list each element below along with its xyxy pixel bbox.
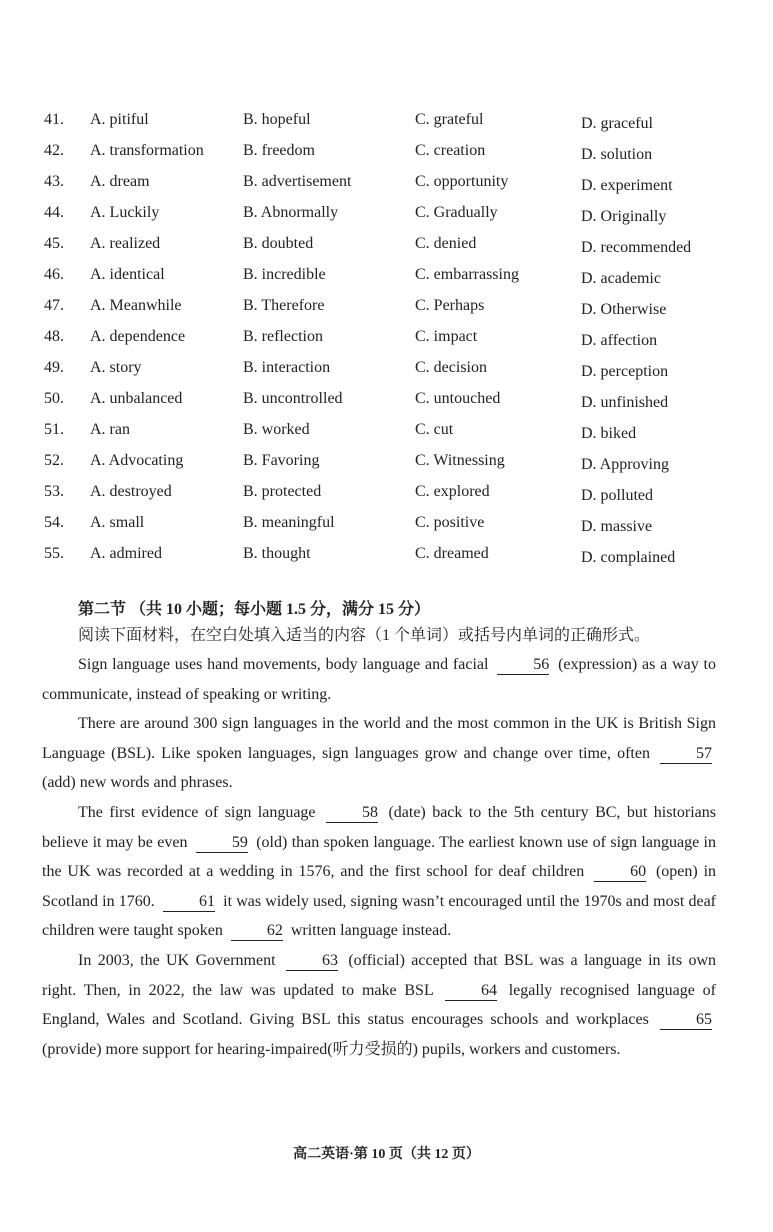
option-d: D. affection — [581, 332, 658, 349]
option-a: A. ran — [90, 421, 130, 438]
question-number: 47. — [44, 297, 64, 314]
option-a: A. story — [90, 359, 142, 376]
question-number: 42. — [44, 142, 64, 159]
option-d: D. polluted — [581, 487, 653, 504]
question-number: 51. — [44, 421, 64, 438]
option-a: A. small — [90, 514, 145, 531]
passage-paragraph-3 — [42, 798, 716, 946]
option-b: B. uncontrolled — [243, 390, 343, 407]
question-number: 43. — [44, 173, 64, 190]
option-b: B. protected — [243, 483, 322, 500]
option-a: A. dream — [90, 173, 150, 190]
question-number: 46. — [44, 266, 64, 283]
option-c: C. embarrassing — [415, 266, 519, 283]
option-c: C. positive — [415, 514, 485, 531]
passage-text: (old) than spoken language. The earliest known use of sign language in the UK was recorded at a wedding in 1576, and the first school for deaf children — [42, 833, 716, 881]
blank-56: 56 — [497, 656, 549, 675]
option-row-44 — [44, 201, 734, 232]
blank-62: 62 — [231, 922, 283, 941]
option-b: B. thought — [243, 545, 311, 562]
blank-59: 59 — [196, 834, 248, 853]
option-c: C. untouched — [415, 390, 501, 407]
option-row-50 — [44, 387, 734, 418]
option-d: D. graceful — [581, 115, 653, 132]
option-row-42 — [44, 139, 734, 170]
option-d: D. unfinished — [581, 394, 669, 411]
option-a: A. identical — [90, 266, 165, 283]
page-footer: 高二英语·第 10 页（共 12 页） — [293, 1147, 480, 1162]
option-a: A. Advocating — [90, 452, 184, 469]
option-row-43 — [44, 170, 734, 201]
option-c: C. impact — [415, 328, 478, 345]
option-d: D. biked — [581, 425, 637, 442]
passage-text: (add) new words and phrases. — [42, 774, 233, 792]
passage-text: (expression) as a way to communicate, instead of speaking or writing. — [42, 656, 716, 703]
passage-text: legally recognised language of England, Wales and Scotland. Giving BSL this status encourages schools and workplaces — [42, 981, 717, 1029]
passage-text: (provide) more support for hearing-impaired(听力受损的) pupils, workers and customers. — [42, 1040, 621, 1058]
option-c: C. Perhaps — [415, 297, 485, 314]
option-d: D. massive — [581, 518, 653, 535]
option-b: B. doubted — [243, 235, 314, 252]
option-a: A. transformation — [90, 142, 204, 159]
option-row-45 — [44, 232, 734, 263]
passage-paragraph-4 — [42, 946, 716, 1064]
option-d: D. experiment — [581, 177, 673, 194]
option-b: B. freedom — [243, 142, 315, 159]
option-d: D. Approving — [581, 456, 669, 473]
question-number: 53. — [44, 483, 64, 500]
option-a: A. dependence — [90, 328, 186, 345]
option-a: A. unbalanced — [90, 390, 183, 407]
question-number: 49. — [44, 359, 64, 376]
option-row-52 — [44, 449, 734, 480]
passage-text: Sign language uses hand movements, body language and facial — [78, 656, 494, 673]
passage-text: There are around 300 sign languages in the world and the most common in the UK is British Sign Language (BSL). Like spoken languages, sign languages grow and change over time, often — [42, 715, 716, 762]
option-a: A. destroyed — [90, 483, 172, 500]
question-number: 52. — [44, 452, 64, 469]
cloze-passage — [42, 650, 716, 1064]
option-b: B. Favoring — [243, 452, 320, 469]
option-b: B. Therefore — [243, 297, 325, 314]
blank-60: 60 — [594, 863, 646, 882]
option-c: C. cut — [415, 421, 454, 438]
question-number: 44. — [44, 204, 64, 221]
passage-paragraph-1 — [42, 650, 716, 709]
section-instruction: 阅读下面材料，在空白处填入适当的内容（1 个单词）或括号内单词的正确形式。 — [78, 627, 651, 644]
option-b: B. hopeful — [243, 111, 311, 128]
question-number: 45. — [44, 235, 64, 252]
option-a: A. Luckily — [90, 204, 160, 221]
option-b: B. worked — [243, 421, 310, 438]
blank-57: 57 — [660, 745, 712, 764]
option-b: B. interaction — [243, 359, 331, 376]
option-c: C. Witnessing — [415, 452, 505, 469]
option-d: D. perception — [581, 363, 669, 380]
option-a: A. realized — [90, 235, 161, 252]
option-row-49 — [44, 356, 734, 387]
option-d: D. complained — [581, 549, 676, 566]
blank-58: 58 — [326, 804, 378, 823]
blank-63: 63 — [286, 952, 338, 971]
option-b: B. advertisement — [243, 173, 352, 190]
option-c: C. grateful — [415, 111, 484, 128]
question-number: 55. — [44, 545, 64, 562]
blank-61: 61 — [163, 893, 215, 912]
passage-text: (official) accepted that BSL was a language in its own right. Then, in 2022, the law was updated to make BSL — [42, 951, 716, 999]
option-row-54 — [44, 511, 734, 542]
option-c: C. opportunity — [415, 173, 509, 190]
question-number: 50. — [44, 390, 64, 407]
option-row-53 — [44, 480, 734, 511]
option-b: B. meaningful — [243, 514, 335, 531]
option-d: D. recommended — [581, 239, 692, 256]
option-b: B. reflection — [243, 328, 323, 345]
option-b: B. incredible — [243, 266, 326, 283]
option-d: D. academic — [581, 270, 661, 287]
section-heading: 第二节 （共 10 小题；每小题 1.5 分，满分 15 分） — [78, 601, 431, 618]
blank-65: 65 — [660, 1011, 712, 1030]
option-a: A. admired — [90, 545, 162, 562]
passage-text: In 2003, the UK Government — [78, 951, 282, 969]
option-c: C. denied — [415, 235, 477, 252]
question-number: 41. — [44, 111, 64, 128]
passage-text: (open) in Scotland in 1760. — [42, 863, 717, 910]
option-a: A. Meanwhile — [90, 297, 182, 314]
option-c: C. explored — [415, 483, 490, 500]
option-c: C. decision — [415, 359, 487, 376]
passage-text: written language instead. — [286, 922, 452, 940]
blank-64: 64 — [445, 982, 497, 1001]
option-row-48 — [44, 325, 734, 356]
option-a: A. pitiful — [90, 111, 149, 128]
option-row-51 — [44, 418, 734, 449]
choice-options-list — [44, 108, 734, 573]
passage-text: The first evidence of sign language — [78, 803, 322, 821]
question-number: 54. — [44, 514, 64, 531]
option-row-46 — [44, 263, 734, 294]
option-d: D. Otherwise — [581, 301, 667, 318]
option-b: B. Abnormally — [243, 204, 339, 221]
option-c: C. creation — [415, 142, 486, 159]
option-c: C. Gradually — [415, 204, 498, 221]
option-row-47 — [44, 294, 734, 325]
option-row-41 — [44, 108, 734, 139]
option-c: C. dreamed — [415, 545, 489, 562]
option-d: D. Originally — [581, 208, 667, 225]
passage-text: (date) back to the 5th century BC, but historians believe it may be even — [42, 803, 717, 851]
passage-text: it was widely used, signing wasn’t encouraged until the 1970s and most deaf children were taught spoken — [42, 892, 716, 940]
question-number: 48. — [44, 328, 64, 345]
option-row-55 — [44, 542, 734, 573]
option-d: D. solution — [581, 146, 653, 163]
passage-paragraph-2 — [42, 709, 716, 798]
